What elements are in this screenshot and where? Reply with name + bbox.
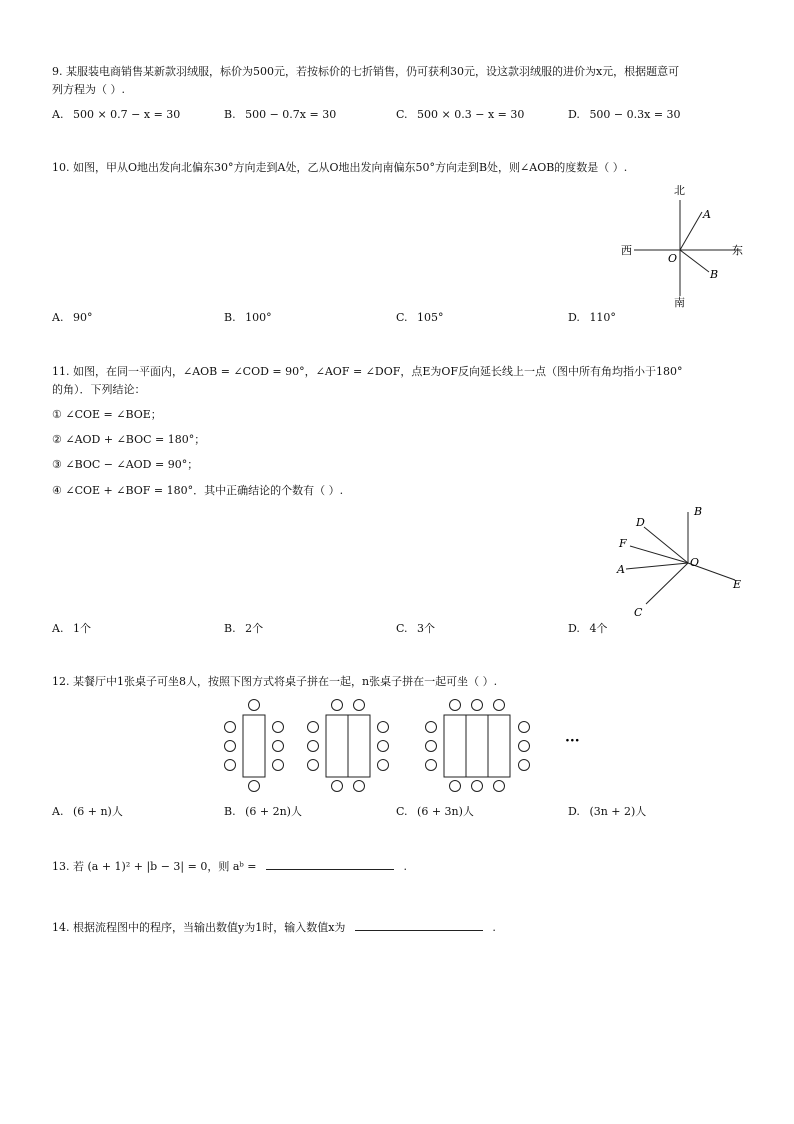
option-label: C. [396, 108, 408, 121]
option-text: 500 × 0.7 − x = 30 [72, 108, 181, 121]
q12-option-b[interactable] [224, 803, 302, 819]
option-label: B. [224, 622, 236, 635]
q11-conclusion-2: ② ∠AOD + ∠BOC = 180°； [52, 433, 206, 446]
q10-option-b[interactable] [224, 311, 272, 324]
q12-option-a[interactable] [52, 803, 123, 819]
ray-ob [680, 250, 709, 272]
q11-stem-line2: 的角）．下列结论： [52, 383, 146, 396]
option-label: A. [52, 622, 64, 635]
option-label: C. [396, 311, 408, 324]
option-text: 500 − 0.7x = 30 [245, 108, 337, 121]
option-text: (6 + n)人 [72, 805, 123, 818]
option-label: A. [52, 311, 64, 324]
option-text: 3个 [417, 622, 436, 635]
q11-option-d[interactable] [568, 620, 607, 636]
label-d: D [636, 516, 645, 529]
arrangement-three-tables [426, 700, 530, 792]
q11-stem-line1: 11. 如图，在同一平面内，∠AOB = ∠COD = 90°，∠AOF = ∠DOF，点E为OF反向延长线上一点（图中所有角均指小于180° [52, 365, 683, 378]
option-label: A. [52, 805, 64, 818]
label-o: O [668, 252, 678, 265]
q9-option-c[interactable] [396, 108, 524, 121]
q12-stem: 12. 某餐厅中1张桌子可坐8人，按照下图方式将桌子拼在一起，n张桌子拼在一起可坐（ ）. [52, 675, 498, 688]
option-label: B. [224, 805, 236, 818]
label-a: A [703, 208, 711, 221]
option-text: 1个 [72, 622, 91, 635]
option-label: D. [568, 108, 580, 121]
option-label: C. [396, 805, 408, 818]
label-f: F [619, 537, 627, 550]
continuation-ellipsis: ··· [565, 733, 580, 749]
q12-tables-figure [215, 695, 595, 795]
label-a: A [617, 563, 625, 576]
q11-option-c[interactable] [396, 620, 435, 636]
q11-conclusion-4: ④ ∠COE + ∠BOF = 180°．其中正确结论的个数有（ ）. [52, 484, 344, 497]
ray-oa [680, 212, 702, 250]
q14-answer-blank[interactable] [355, 920, 483, 931]
q13-stem [52, 859, 407, 874]
label-west: 西 [621, 244, 632, 257]
label-b: B [710, 268, 719, 281]
option-label: D. [568, 805, 580, 818]
label-b: B [694, 505, 703, 518]
q14-text: 14. 根据流程图中的程序，当输出数值y为1时，输入数值x为 [52, 921, 346, 934]
q13-period: . [403, 860, 407, 873]
q9-stem-line1: 9. 某服装电商销售某新款羽绒服，标价为500元，若按标价的七折销售，仍可获利30元，设这款羽绒服的进价为x元，根据题意可 [52, 65, 680, 78]
label-e: E [733, 578, 742, 591]
q11-option-b[interactable] [224, 620, 263, 636]
q9-option-a[interactable] [52, 108, 180, 121]
ray-oa [626, 563, 688, 569]
option-text: 4个 [589, 622, 608, 635]
option-label: B. [224, 311, 236, 324]
q12-option-c[interactable] [396, 803, 474, 819]
q11-angle-figure [610, 500, 750, 620]
q9-stem-line2: 列方程为（ ）. [52, 83, 125, 96]
q10-compass-figure [612, 180, 772, 312]
q10-option-d[interactable] [568, 311, 616, 324]
q10-option-c[interactable] [396, 311, 444, 324]
option-text: 500 − 0.3x = 30 [589, 108, 681, 121]
option-text: 100° [245, 311, 272, 324]
q10-option-a[interactable] [52, 311, 92, 324]
ray-of [630, 546, 688, 563]
q13-answer-blank[interactable] [266, 859, 394, 870]
option-label: C. [396, 622, 408, 635]
option-text: 105° [417, 311, 444, 324]
label-o: O [690, 556, 700, 569]
option-text: 500 × 0.3 − x = 30 [417, 108, 525, 121]
option-text: (6 + 2n)人 [245, 805, 302, 818]
label-north: 北 [674, 184, 685, 197]
q14-stem [52, 920, 496, 935]
q11-conclusion-3: ③ ∠BOC − ∠AOD = 90°； [52, 458, 199, 471]
arrangement-one-table [225, 700, 284, 792]
option-label: B. [224, 108, 236, 121]
label-c: C [634, 606, 643, 619]
option-text: 90° [72, 311, 93, 324]
option-label: D. [568, 311, 580, 324]
q13-text: 13. 若 (a + 1)² + |b − 3| = 0，则 aᵇ = [52, 860, 257, 873]
q12-option-d[interactable] [568, 803, 646, 819]
q9-option-d[interactable] [568, 108, 681, 121]
label-east: 东 [732, 244, 743, 257]
label-south: 南 [674, 296, 685, 309]
q10-stem: 10. 如图，甲从O地出发向北偏东30°方向走到A处，乙从O地出发向南偏东50°方向走到B处，则∠AOB的度数是（ ）. [52, 161, 628, 174]
q9-option-b[interactable] [224, 108, 336, 121]
option-text: 110° [589, 311, 616, 324]
arrangement-two-tables [308, 700, 389, 792]
q14-period: . [492, 921, 496, 934]
q11-conclusion-1: ① ∠COE = ∠BOE； [52, 408, 162, 421]
q11-option-a[interactable] [52, 620, 91, 636]
ray-oc [646, 563, 688, 604]
ray-od [644, 527, 688, 563]
option-text: 2个 [245, 622, 264, 635]
option-text: (3n + 2)人 [589, 805, 647, 818]
option-label: A. [52, 108, 64, 121]
option-text: (6 + 3n)人 [417, 805, 474, 818]
option-label: D. [568, 622, 580, 635]
